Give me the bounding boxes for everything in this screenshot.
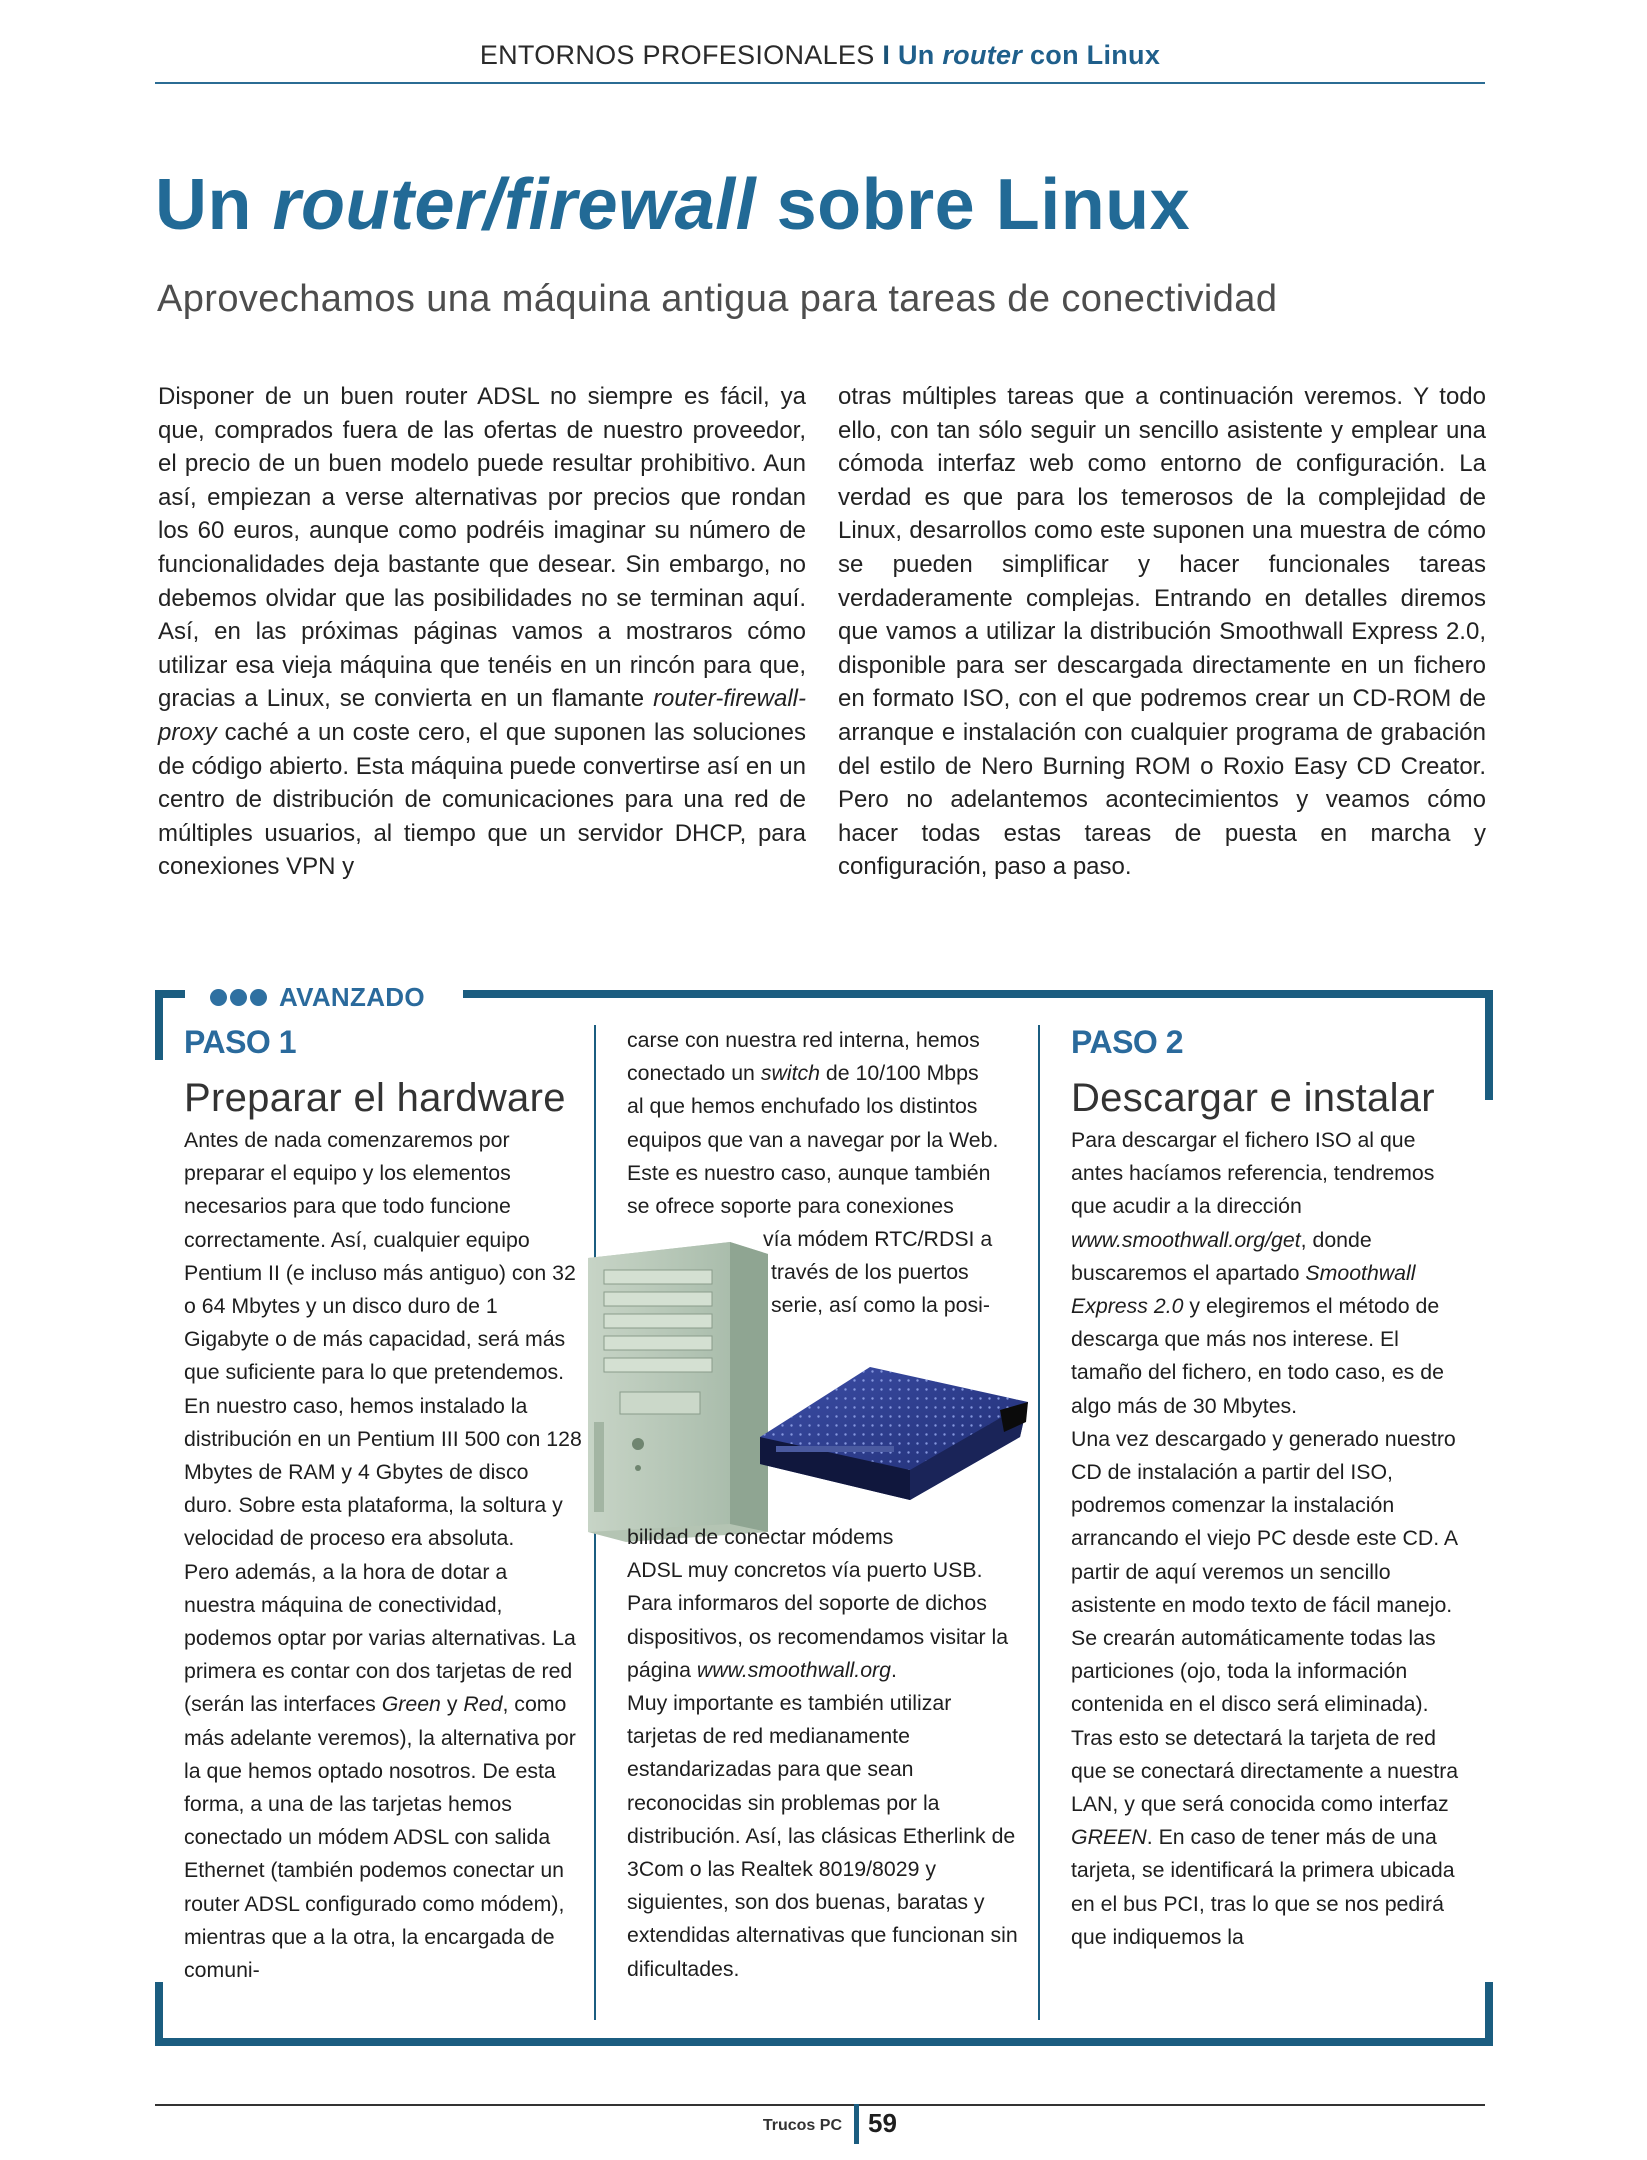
step2-text: Para descargar el fichero ISO al que antes hacíamos referencia, tendremos que acudir a la dirección www.smoothwall.org/get, donde buscaremos el apartado Smoothwall Express 2.0 y elegiremos el método de descarga que más nos interese. El tamaño del fichero, en todo caso, es de algo más de 30 Mbytes. Una vez descargado y generado nuestro CD de instalación a partir del ISO, podremos comenzar la instalación arrancando el viejo PC desde este CD. A partir de aquí veremos un sencillo asistente en modo texto de fácil manejo. Se crearán automáticamente todas las particiones (ojo, toda la información contenida en el disco será eliminada). Tras esto se detectará la tarjeta de red que se conectará directamente a nuestra LAN, y que será conocida como interfaz GREEN. En caso de tener más de una tarjeta, se identificará la primera ubicada en el bus PCI, tras lo que se nos pedirá que indiquemos la bbox=[1071, 1128, 1459, 1949]
article-title: Un router/firewall sobre Linux bbox=[155, 165, 1191, 245]
running-header bbox=[155, 40, 1485, 71]
pc-tower-and-adsl-router-photo bbox=[580, 1232, 1028, 1546]
box-top-rule bbox=[463, 990, 1493, 998]
step2-label: PASO 2 bbox=[1071, 1024, 1183, 1060]
step1-title: Preparar el hardware bbox=[184, 1076, 566, 1120]
pc-tower bbox=[588, 1242, 768, 1542]
box-left-tick-top bbox=[155, 990, 163, 1060]
step1-text: Antes de nada comenzaremos por preparar el equipo y los elementos necesarios para que todo funcione correctamente. Así, cualquier equipo Pentium II (e incluso más antiguo) con 32 o 64 Mbytes y un disco duro de 1 Gigabyte o de más capacidad, será más que suficiente para lo que pretendemos. En nuestro caso, hemos instalado la distribución en un Pentium III 500 con 128 Mbytes de RAM y 4 Gbytes de disco duro. Sobre esta plataforma, la soltura y velocidad de proceso era absoluta. Pero además, a la hora de dotar a nuestra máquina de conectividad, podemos optar por varias alternativas. La primera es contar con dos tarjetas de red (serán las interfaces Green y Red, como más adelante veremos), la alternativa por la que hemos optado nosotros. De esta forma, a una de las tarjetas hemos conectado un módem ADSL con salida Ethernet (también podemos conectar un router ADSL configurado como módem), mientras que a la otra, la encargada de comuni- bbox=[184, 1128, 582, 1983]
box-right-tick-bottom bbox=[1485, 1982, 1493, 2042]
middle-text-top: carse con nuestra red interna, hemos conectado un switch de 10/100 Mbps al que hemos enchufado los distintos equipos que van a navegar por la Web. Este es nuestro caso, aunque también se ofrece soporte para conexiones bbox=[627, 1028, 999, 1219]
magazine-name: Trucos PC bbox=[762, 2117, 842, 2134]
middle-text-wrap: vía módem RTC/RDSI a través de los puertos serie, así como la posi- bbox=[763, 1227, 993, 1318]
section-name: ENTORNOS PROFESIONALES bbox=[479, 40, 875, 70]
three-dots-icon bbox=[210, 989, 267, 1006]
intro-column-left: Disponer de un buen router ADSL no siempre es fácil, ya que, comprados fuera de las ofertas de nuestro proveedor, el precio de un buen modelo puede resultar prohibitivo. Aun así, empiezan a verse alternativas por precios que rondan los 60 euros, aunque como podréis imaginar su número de funcionalidades deja bastante que desear. Sin embargo, no debemos olvidar que las posibilidades no se terminan aquí. Así, en las próximas páginas vamos a mostraros cómo utilizar esa vieja máquina que tenéis en un rincón para que, gracias a Linux, se convierta en un flamante router-firewall-proxy caché a un coste cero, el que suponen las soluciones de código abierto. Esta máquina puede convertirse así en un centro de distribución de comunicaciones para una red de múltiples usuarios, al tiempo que un servidor DHCP, para conexiones VPN y bbox=[158, 383, 806, 881]
header-separator: I bbox=[882, 40, 891, 70]
header-rule bbox=[155, 82, 1485, 84]
section-topic: Un router con Linux bbox=[897, 40, 1161, 70]
level-badge bbox=[210, 982, 425, 1013]
page-number: 59 bbox=[868, 2108, 897, 2138]
adsl-router bbox=[760, 1367, 1028, 1500]
step1-label: PASO 1 bbox=[184, 1024, 296, 1060]
intro-column-right: otras múltiples tareas que a continuación veremos. Y todo ello, con tan sólo seguir un sencillo asistente y emplear una cómoda interfaz web como entorno de configuración. La verdad es que para los temerosos de la complejidad de Linux, desarrollos como este suponen una muestra de cómo se pueden simplificar y hacer funcionales tareas verdaderamente complejas. Entrando en detalles diremos que vamos a utilizar la distribución Smoothwall Express 2.0, disponible para ser descargada directamente en un fichero en formato ISO, con el que podremos crear un CD-ROM de arranque e instalación con cualquier programa de grabación del estilo de Nero Burning ROM o Roxio Easy CD Creator. Pero no adelantemos acontecimientos y veamos cómo hacer todas estas tareas de puesta en marcha y configuración, paso a paso. bbox=[838, 383, 1486, 881]
box-bottom-rule bbox=[155, 2038, 1493, 2046]
middle-text-bottom: bilidad de conectar módems ADSL muy concretos vía puerto USB. Para informaros del soporte de dichos dispositivos, os recomendamos visitar la página www.smoothwall.org. Muy importante es también utilizar tarjetas de red medianamente estandarizadas para que sean reconocidas sin problemas por la distribución. Así, las clásicas Etherlink de 3Com o las Realtek 8019/8029 y siguientes, son dos buenas, baratas y extendidas alternativas que funcionan sin dificultades. bbox=[627, 1525, 1018, 1981]
footer-bar bbox=[854, 2104, 859, 2144]
footer-rule bbox=[155, 2104, 1485, 2106]
box-right-tick-top bbox=[1485, 990, 1493, 1100]
level-label: AVANZADO bbox=[279, 982, 425, 1012]
article-subtitle: Aprovechamos una máquina antigua para tareas de conectividad bbox=[157, 278, 1278, 320]
step2-title: Descargar e instalar bbox=[1071, 1076, 1435, 1120]
column-divider-2 bbox=[1038, 1025, 1040, 2020]
box-left-tick-bottom bbox=[155, 1982, 163, 2042]
